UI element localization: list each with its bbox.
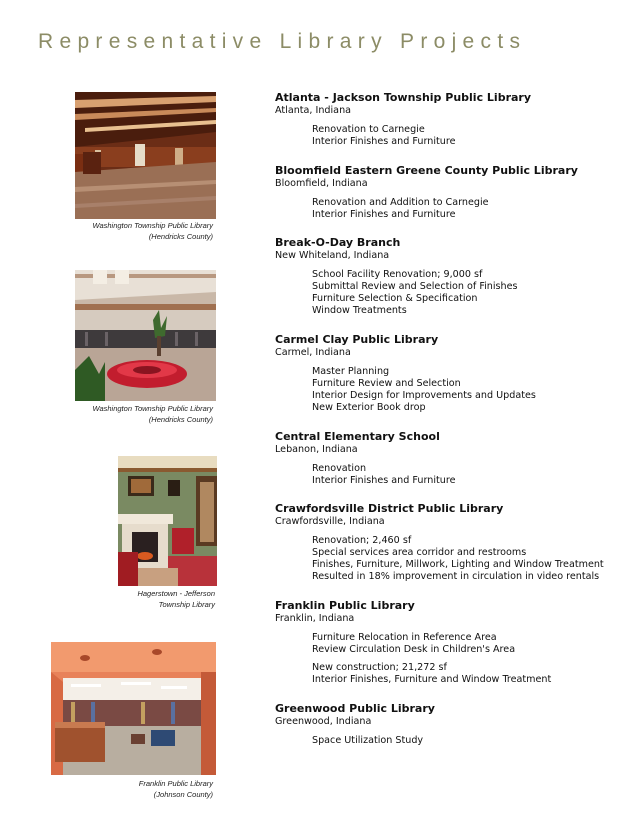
library-photo-3 xyxy=(118,456,217,586)
project-item: Renovation xyxy=(312,463,367,474)
project-location: New Whiteland, Indiana xyxy=(275,250,390,261)
project-item: Furniture Selection & Specification xyxy=(312,293,478,304)
project-name: Bloomfield Eastern Greene County Public Library xyxy=(275,164,578,177)
project-item: Interior Design for Improvements and Updates xyxy=(312,390,536,401)
project-entry xyxy=(275,164,625,221)
project-name: Atlanta - Jackson Township Public Library xyxy=(275,91,532,104)
project-item: School Facility Renovation; 9,000 sf xyxy=(312,269,483,280)
project-name: Break-O-Day Branch xyxy=(275,236,401,249)
project-item: Finishes, Furniture, Millwork, Lighting and Window Treatment xyxy=(312,559,604,570)
project-name: Crawfordsville District Public Library xyxy=(275,502,504,515)
project-entry xyxy=(275,430,625,487)
project-item: New Exterior Book drop xyxy=(312,402,426,413)
project-item: Special services area corridor and restrooms xyxy=(312,547,527,558)
project-item: Renovation; 2,460 sf xyxy=(312,535,412,546)
project-name: Carmel Clay Public Library xyxy=(275,333,439,346)
project-location: Bloomfield, Indiana xyxy=(275,178,368,189)
project-item: Renovation to Carnegie xyxy=(312,124,425,135)
project-location: Carmel, Indiana xyxy=(275,347,351,358)
project-item: Renovation and Addition to Carnegie xyxy=(312,197,489,208)
project-item: Furniture Relocation in Reference Area xyxy=(312,632,497,643)
project-item: Interior Finishes, Furniture and Window Treatment xyxy=(312,674,552,685)
project-name: Greenwood Public Library xyxy=(275,702,435,715)
project-item: Master Planning xyxy=(312,366,390,377)
project-item: New construction; 21,272 sf xyxy=(312,662,447,673)
photo-3-caption: Hagerstown - Jefferson Township Library xyxy=(137,589,215,609)
project-item: Interior Finishes and Furniture xyxy=(312,209,456,220)
project-entry xyxy=(275,502,625,583)
project-entry xyxy=(275,599,625,686)
library-photo-2 xyxy=(75,270,216,401)
project-item: Interior Finishes and Furniture xyxy=(312,136,456,147)
project-location: Franklin, Indiana xyxy=(275,613,355,624)
library-photo-1 xyxy=(75,92,216,219)
photo-2-caption: Washington Township Public Library (Hendricks County) xyxy=(92,404,213,424)
project-entry xyxy=(275,236,625,317)
project-item: Window Treatments xyxy=(312,305,407,316)
project-location: Atlanta, Indiana xyxy=(275,105,352,116)
library-photo-4 xyxy=(51,642,216,775)
project-entry xyxy=(275,91,625,148)
photo-4-caption: Franklin Public Library (Johnson County) xyxy=(138,779,213,799)
project-location: Lebanon, Indiana xyxy=(275,444,358,455)
project-name: Central Elementary School xyxy=(275,430,440,443)
project-entry xyxy=(275,333,625,414)
project-name: Franklin Public Library xyxy=(275,599,415,612)
project-item: Furniture Review and Selection xyxy=(312,378,461,389)
project-item: Submittal Review and Selection of Finishes xyxy=(312,281,518,292)
project-item: Review Circulation Desk in Children's Area xyxy=(312,644,516,655)
photo-1-caption: Washington Township Public Library (Hendricks County) xyxy=(92,221,213,241)
project-item: Space Utilization Study xyxy=(312,735,424,746)
page-title: Representative Library Projects xyxy=(38,30,527,53)
project-item: Resulted in 18% improvement in circulation in video rentals xyxy=(312,571,600,582)
project-location: Crawfordsville, Indiana xyxy=(275,516,385,527)
project-item: Interior Finishes and Furniture xyxy=(312,475,456,486)
project-location: Greenwood, Indiana xyxy=(275,716,372,727)
project-entry xyxy=(275,702,625,747)
